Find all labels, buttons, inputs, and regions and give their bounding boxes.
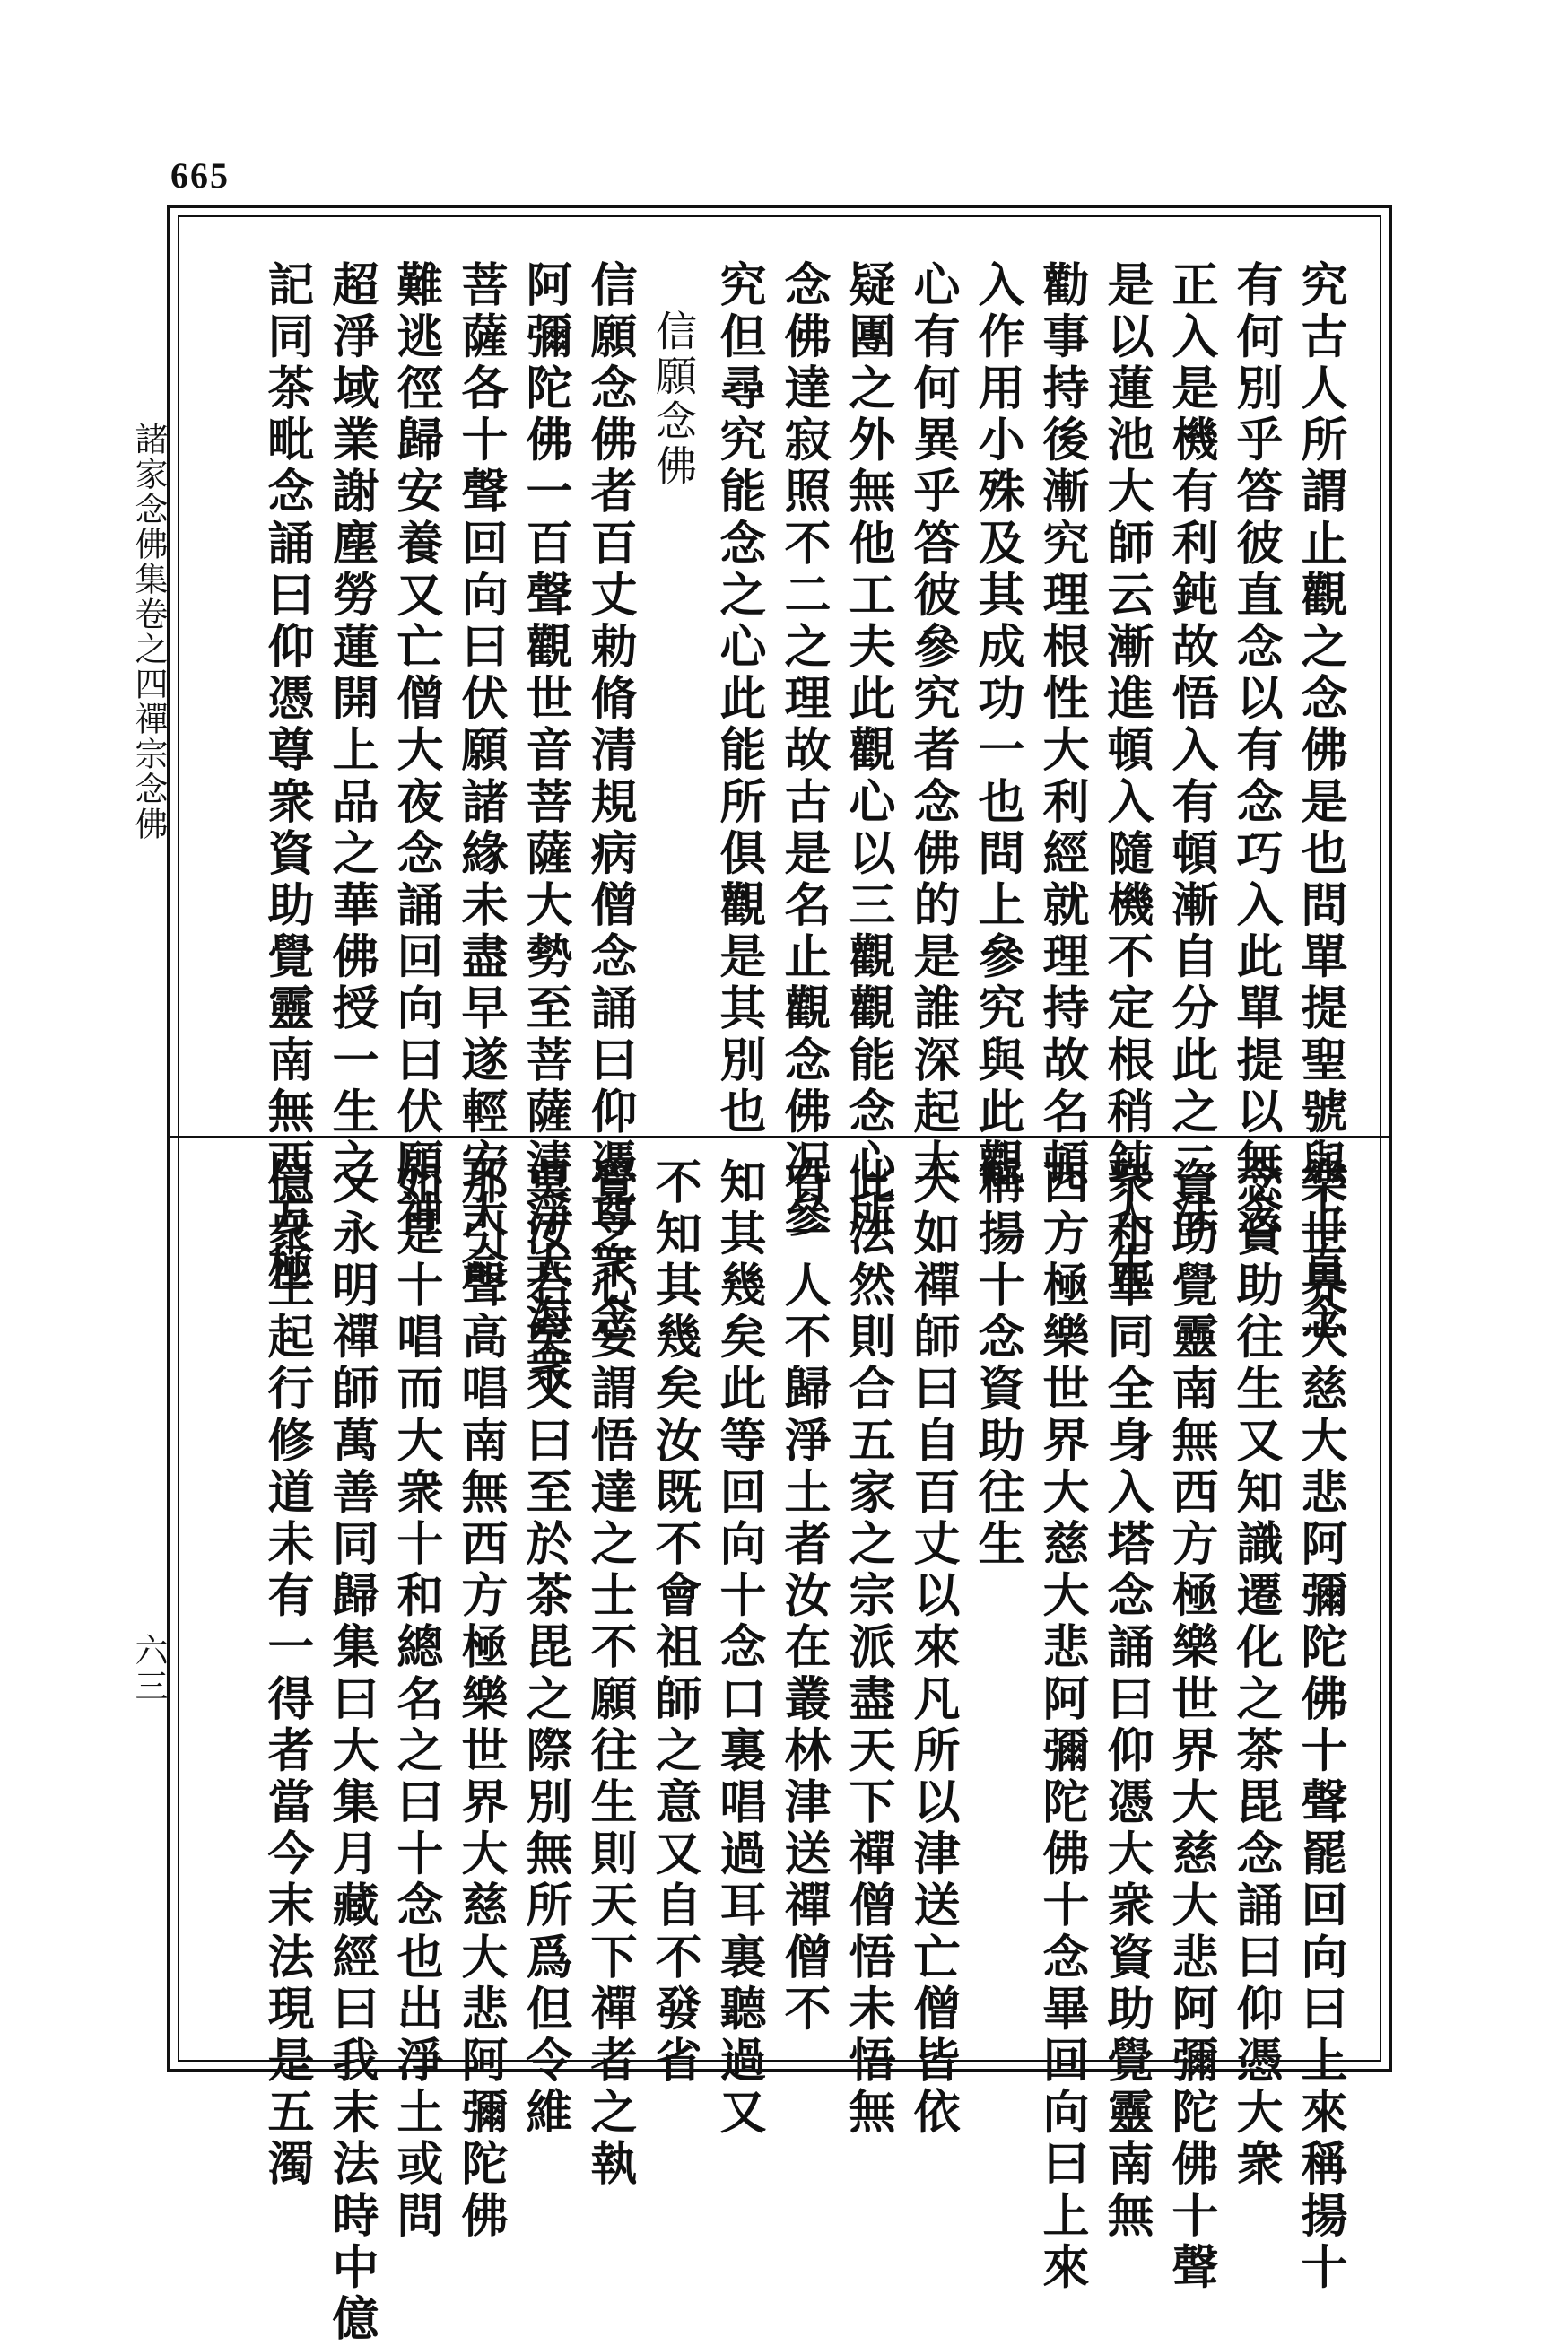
bottom-column: 有一人不歸淨土者汝在叢林津送禪僧不 [776, 1157, 831, 2036]
bottom-column: 樂世界大慈大悲阿彌陀佛十聲罷回向曰上來稱揚十 [1293, 1157, 1347, 2295]
chinese-page-number: 六三 [129, 1633, 168, 1705]
running-title: 諸家念佛集卷之四禪宗念佛 [129, 422, 168, 842]
bottom-column: 又永明禪師萬善同歸集曰大集月藏經曰我末法時中億 [324, 1157, 379, 2346]
page-number: 665 [170, 155, 230, 196]
bottom-column: 衆和畢同全身入塔念誦曰仰憑大衆資助覺靈南無 [1099, 1157, 1154, 2243]
bottom-column: 億衆生起行修道未有一得者當今末法現是五濁 [259, 1157, 314, 2191]
top-column: 菩薩各十聲回向曰伏願諸緣未盡早遂輕安大命 [453, 260, 508, 1294]
bottom-column: 知其幾矣此等回向十念口裏唱過耳裏聽過又 [711, 1157, 766, 2140]
bottom-column: 稱揚十念資助往生 [970, 1157, 1024, 1571]
bottom-column: 資助覺靈南無西方極樂世界大慈大悲阿彌陀佛十聲 [1163, 1157, 1218, 2295]
bottom-column: 覺之心妄謂悟達之士不願往生則天下禪者之執 [582, 1157, 637, 2191]
bottom-column: 念資助往生又知識遷化之茶毘念誦曰仰憑大衆 [1228, 1157, 1283, 2191]
top-column: 難逃徑歸安養又亡僧大夜念誦回向曰伏願神 [388, 260, 443, 1243]
bottom-column: 天如禪師曰自百丈以來凡所以津送亡僧皆依 [905, 1157, 960, 2140]
bottom-column: 如是十唱而大衆十和總名之曰十念也出淨土或問 [388, 1157, 443, 2243]
section-heading: 信願念佛 [649, 310, 698, 489]
top-column: 入作用小殊及其成功一也問上參究與此觀 [970, 260, 1024, 1190]
bottom-column: 那引聲高唱南無西方極樂世界大慈大悲阿彌陀佛 [453, 1157, 508, 2243]
top-column: 究但尋究能念之心此能所俱觀是其別也 [711, 260, 766, 1139]
top-column: 信願念佛者百丈勅脩清規病僧念誦曰仰憑尊衆念 [582, 260, 637, 1346]
top-column: 記同茶毗念誦曰仰憑尊衆資助覺靈南無西方極 [259, 260, 314, 1294]
top-column: 究古人所謂止觀之念佛是也問單提聖號與上直念 [1293, 260, 1347, 1346]
bottom-column: 西方極樂世界大慈大悲阿彌陀佛十念畢回向曰上來 [1034, 1157, 1089, 2295]
top-column: 勸事持後漸究理根性大利經就理持故名頓 [1034, 260, 1089, 1190]
top-column: 有何別乎答彼直念以有念巧入此單提以無念 [1228, 260, 1283, 1243]
bottom-column: 此法然則合五家之宗派盡天下禪僧悟未悟無 [841, 1157, 895, 2140]
top-column: 心有何異乎答彼參究者念佛的是誰深起大 [905, 260, 960, 1190]
top-column: 超淨域業謝塵勞蓮開上品之華佛授一生之 [324, 260, 379, 1190]
top-column: 念佛達寂照不二之理故古是名止觀念佛况參 [776, 260, 831, 1243]
top-column: 正入是機有利鈍故悟入有頓漸自分此之二法 [1163, 260, 1218, 1243]
top-column: 疑團之外無他工夫此觀心以三觀觀能念心所 [841, 260, 895, 1243]
top-column: 是以蓮池大師云漸進頓入隨機不定根稍鈍人先 [1099, 260, 1154, 1294]
bottom-column: 莫汝若矣又曰至於茶毘之際別無所爲但令維 [518, 1157, 572, 2140]
top-column: 阿彌陀佛一百聲觀世音菩薩大勢至菩薩清淨大海衆 [518, 260, 572, 1398]
bottom-column: 不知其幾矣汝既不會祖師之意又自不發省 [647, 1157, 701, 2088]
